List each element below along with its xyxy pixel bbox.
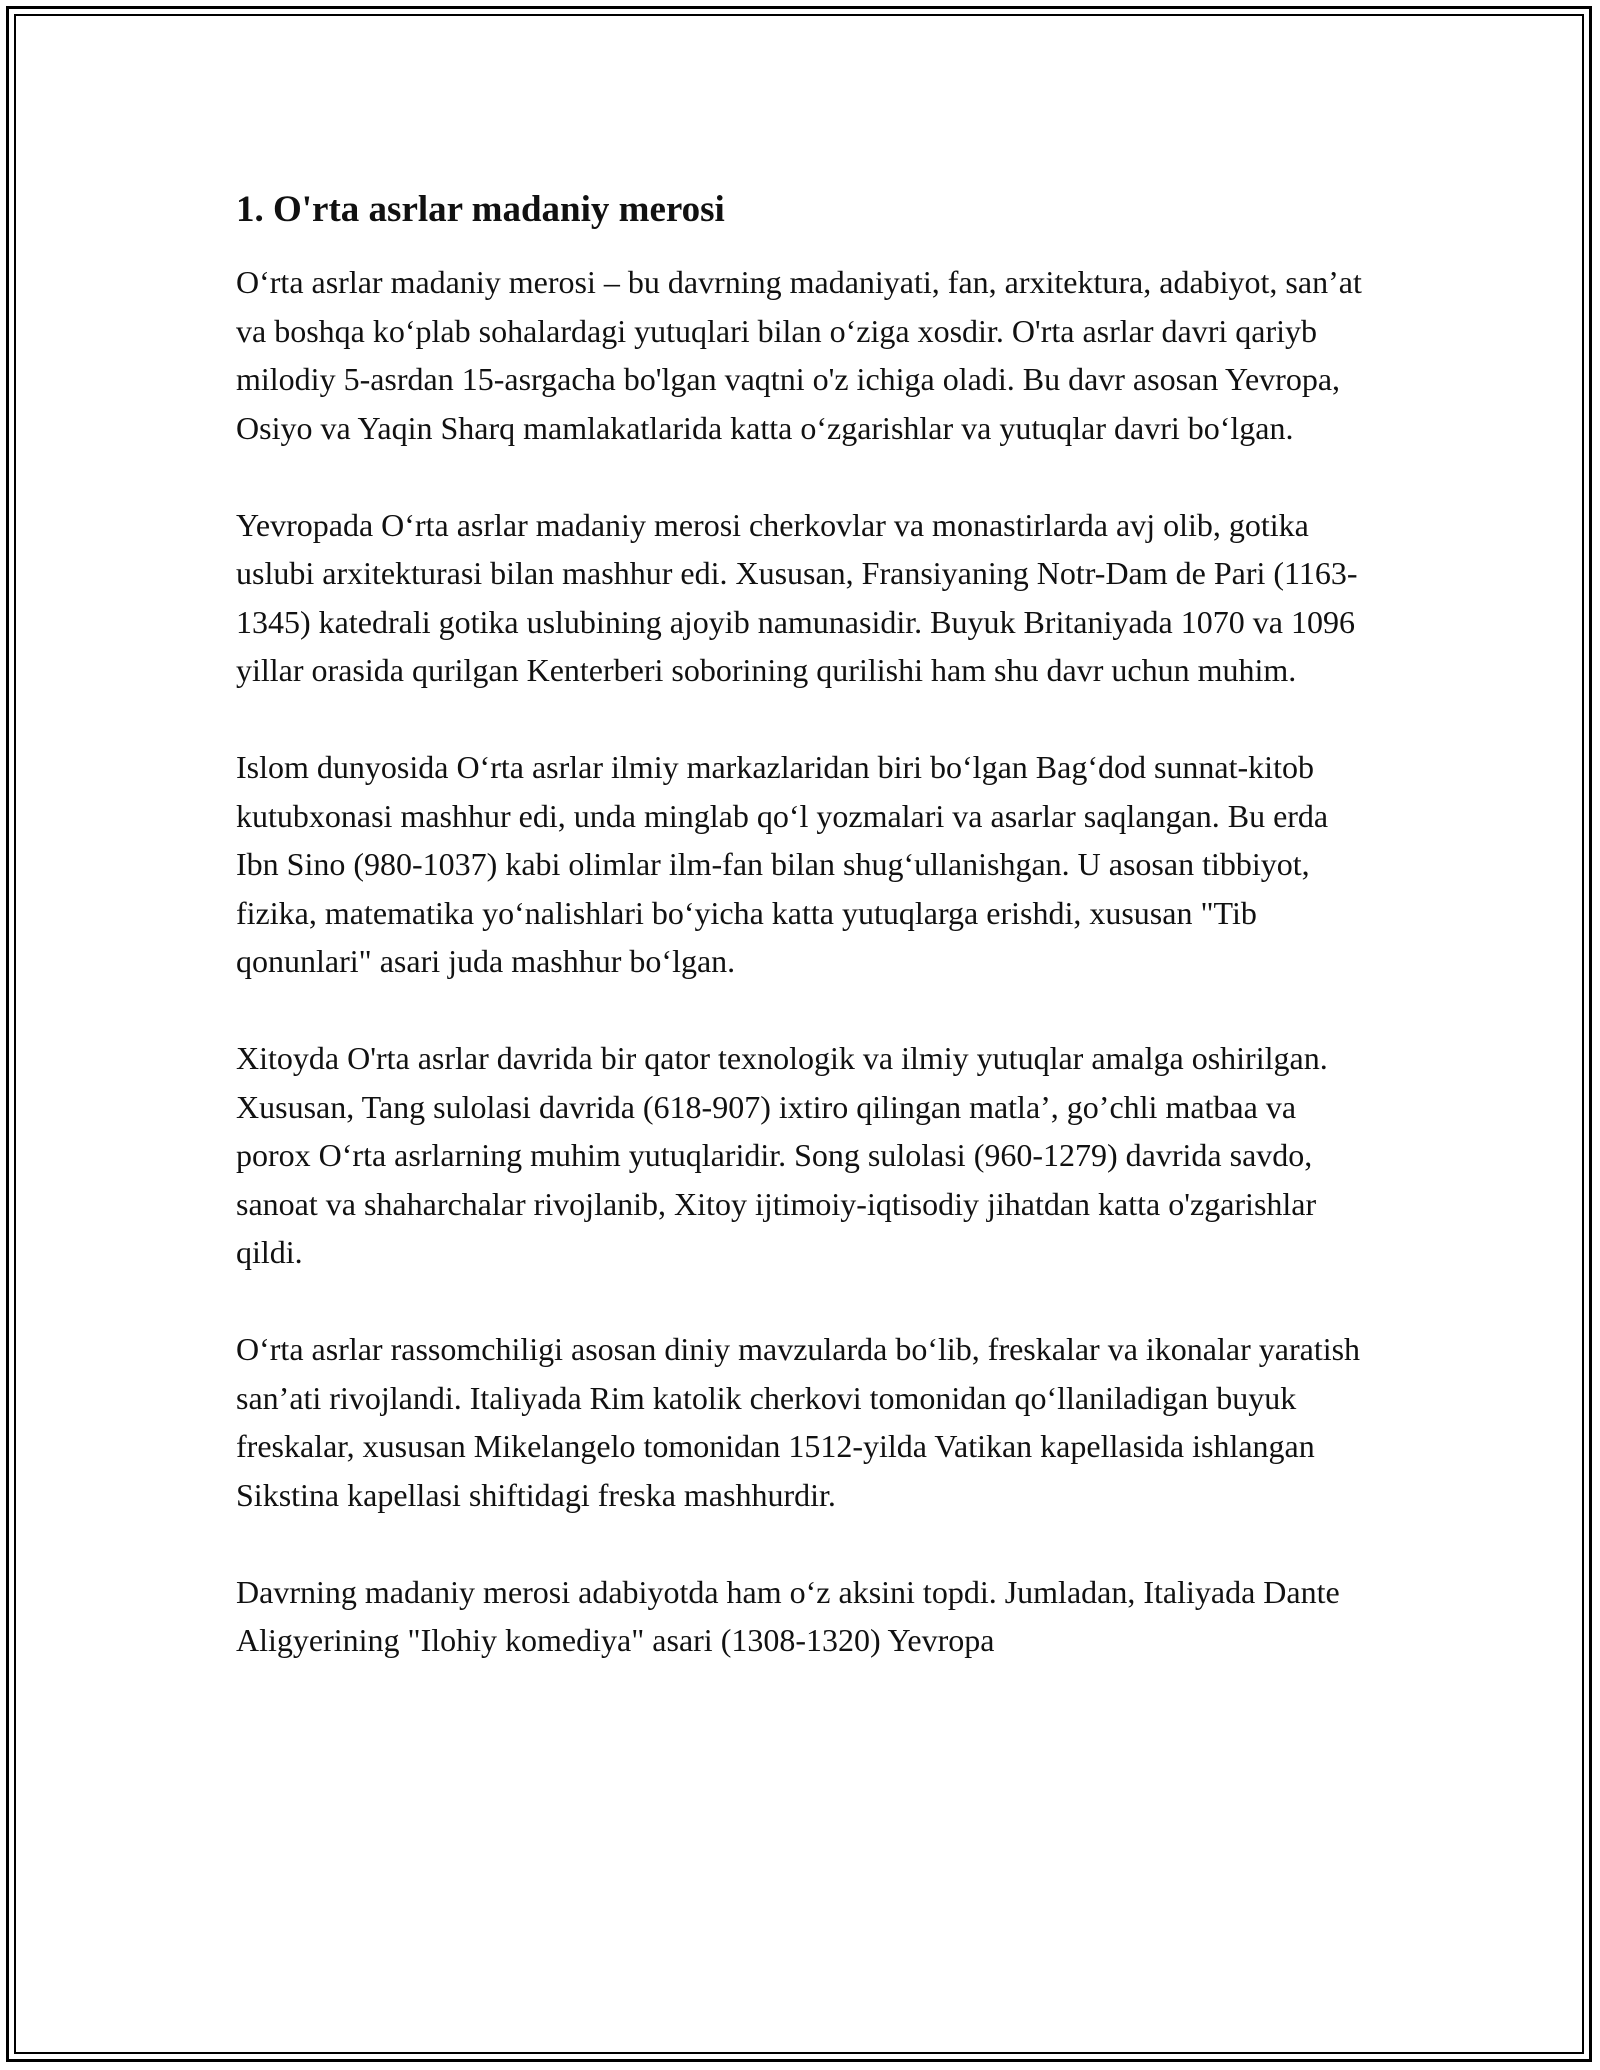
paragraph-islamic-world: Islom dunyosida O‘rta asrlar ilmiy markazlaridan biri bo‘lgan Bag‘dod sunnat-kitob kutubxonasi mashhur edi, unda minglab qo‘l yozmalari va asarlar saqlangan. Bu erda Ibn Sino (980-1037) kabi olimlar ilm-fan bilan shug‘ullanishgan. U asosan tibbiyot, fizika, matematika yo‘nalishlari bo‘yicha katta yutuqlarga erishdi, xususan "Tib qonunlari" asari juda mashhur bo‘lgan.: [236, 749, 1329, 979]
document-body: [236, 188, 1376, 1713]
section-heading: 1. O'rta asrlar madaniy merosi: [236, 189, 725, 230]
paragraph-china: Xitoyda O'rta asrlar davrida bir qator texnologik va ilmiy yutuqlar amalga oshirilgan. Xususan, Tang sulolasi davrida (618-907) ixtiro qilingan matla’, go’chli matbaa va porox O‘rta asrlarning muhim yutuqlaridir. Song sulolasi (960-1279) davrida savdo, sanoat va shaharchalar rivojlanib, Xitoy ijtimoiy-iqtisodiy jihatdan katta o'zgarishlar qildi.: [236, 1040, 1328, 1270]
paragraph-intro: O‘rta asrlar madaniy merosi – bu davrning madaniyati, fan, arxitektura, adabiyot, san’at va boshqa ko‘plab sohalardagi yutuqlari bilan o‘ziga xosdir. O'rta asrlar davri qariyb milodiy 5-asrdan 15-asrgacha bo'lgan vaqtni o'z ichiga oladi. Bu davr asosan Yevropa, Osiyo va Yaqin Sharq mamlakatlarida katta o‘zgarishlar va yutuqlar davri bo‘lgan.: [236, 264, 1362, 446]
paragraph-europe: Yevropada O‘rta asrlar madaniy merosi cherkovlar va monastirlarda avj olib, gotika uslubi arxitekturasi bilan mashhur edi. Xususan, Fransiyaning Notr-Dam de Pari (1163-1345) katedrali gotika uslubining ajoyib namunasidir. Buyuk Britaniyada 1070 va 1096 yillar orasida qurilgan Kenterberi soborining qurilishi ham shu davr uchun muhim.: [236, 506, 1358, 688]
paragraph-painting: O‘rta asrlar rassomchiligi asosan diniy mavzularda bo‘lib, freskalar va ikonalar yaratish san’ati rivojlandi. Italiyada Rim katolik cherkovi tomonidan qo‘llaniladigan buyuk freskalar, xususan Mikelangelo tomonidan 1512-yilda Vatikan kapellasida ishlangan Sikstina kapellasi shiftidagi freska mashhurdir.: [236, 1331, 1361, 1513]
paragraph-literature: Davrning madaniy merosi adabiyotda ham o‘z aksini topdi. Jumladan, Italiyada Dante Aligyerining "Ilohiy komediya" asari (1308-1320) Yevropa: [236, 1573, 1340, 1658]
